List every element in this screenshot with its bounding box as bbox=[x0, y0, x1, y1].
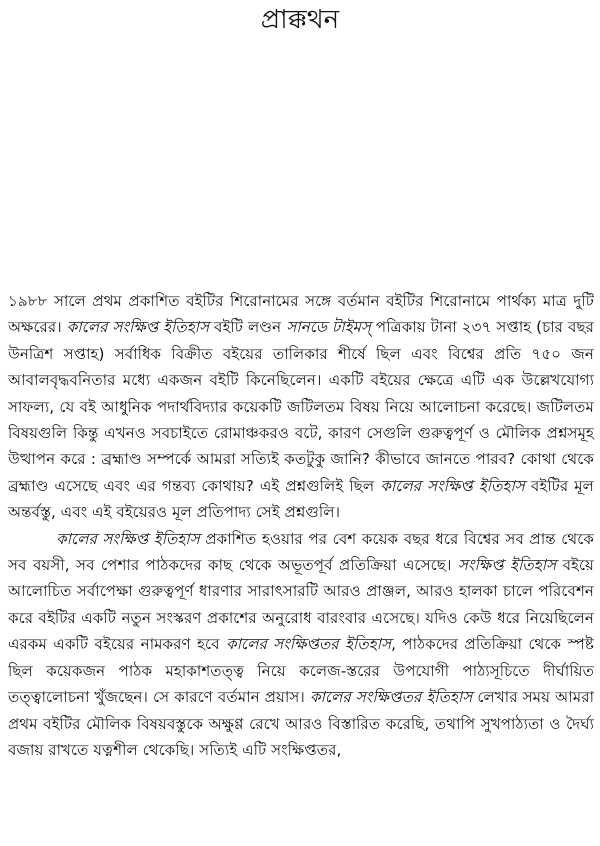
book-title-italic: কালের সংক্ষিপ্ততর ইতিহাস bbox=[309, 688, 473, 707]
text-run: লেখার সময় আমরা প্রথম বইটির মৌলিক বিষয়বস্তুকে অক্ষুণ্ণ রেখে আরও বিস্তারিত করেছি, তথাপি সুখপাঠ্যতা ও দৈর্ঘ্য বজায় রাখতে যত্নশীল থেকেছি। সত্যিই এটি সংক্ষিপ্ততর, bbox=[8, 688, 594, 759]
book-title-italic: কালের সংক্ষিপ্ত ইতিহাস bbox=[66, 318, 210, 337]
text-run: পত্রিকায় টানা ২৩৭ সপ্তাহ (চার বছর উনত্রিশ সপ্তাহ) সর্বাধিক বিক্রীত বইয়ের তালিকার শীর্ষে ছিল এবং বিশ্বের প্রতি ৭৫০ জন আবালবৃদ্ধবনিতার মধ্যে একজন বইটি কিনেছিলেন। একটি বইয়ের ক্ষেত্রে এটি এক উল্লেখযোগ্য সাফল্য, যে বই আধুনিক পদার্থবিদ্যার কয়েকটি জটিলতম বিষয় নিয়ে আলোচনা করেছে। জটিলতম বিষয়গুলি কিন্তু এখনও সবচাইতে রোমাঞ্চকরও বটে, কারণ সেগুলি গুরুত্বপূর্ণ ও মৌলিক প্রশ্নসমূহ উত্থাপন করে : ব্রহ্মাণ্ড সম্পর্কে আমরা সত্যিই কতটুকু জানি? কীভাবে জানতে পারব? কোথা থেকে ব্রহ্মাণ্ড এসেছে এবং এর গন্তব্য কোথায়? এই প্রশ্নগুলিই ছিল bbox=[8, 318, 594, 495]
page-title: প্রাক্কথন bbox=[260, 5, 340, 35]
book-title-italic: কালের সংক্ষিপ্ততর ইতিহাস bbox=[226, 635, 392, 654]
text-run: বইয়ে আলোচিত সর্বাপেক্ষা গুরুত্বপূর্ণ ধারণার সারাৎসারটি আরও প্রাঞ্জল, আরও হালকা চালে পরিবেশন করে বইটির একটি নতুন সংস্করণ প্রকাশের অনুরোধ বারংবার এসেছে। যদিও কেউ ধরে নিয়েছিলেন এরকম একটি বইয়ের নামকরণ হবে bbox=[8, 556, 594, 654]
text-run: , পাঠকদের প্রতিক্রিয়া থেকে স্পষ্ট ছিল কয়েকজন পাঠক মহাকাশতত্ত্ব নিয়ে কলেজ-স্তরের উপযোগী পাঠ্যসূচিতে দীর্ঘায়িত তত্ত্বালোচনা খুঁজছেন। সে কারণে বর্তমান প্রয়াস। bbox=[8, 635, 594, 707]
text-run: বইটি লণ্ডন bbox=[209, 318, 287, 337]
book-title-italic: কালের সংক্ষিপ্ত ইতিহাস bbox=[56, 529, 200, 548]
text-run: ১৯৮৮ সালে প্রথম প্রকাশিত বইটির শিরোনামের সঙ্গে বর্তমান বইটির শিরোনামে পার্থক্য মাত্র দুটি অক্ষরের। bbox=[8, 292, 594, 337]
document-body bbox=[8, 288, 594, 763]
newspaper-title-italic: সানডে টাইমস্‌ bbox=[286, 318, 371, 337]
paragraph-1 bbox=[8, 288, 594, 526]
book-title-italic: সংক্ষিপ্ত ইতিহাস bbox=[457, 556, 557, 575]
text-run: বইটির মূল অন্তর্বস্তু, এবং এই বইয়েরও মূল প্রতিপাদ্য সেই প্রশ্নগুলি। bbox=[8, 476, 594, 522]
book-title-italic: কালের সংক্ষিপ্ত ইতিহাস bbox=[380, 476, 525, 495]
paragraph-2 bbox=[8, 526, 594, 764]
text-run: প্রকাশিত হওয়ার পর বেশ কয়েক বছর ধরে বিশ্বের সব প্রান্ত থেকে সব বয়সী, সব পেশার পাঠকদের কাছ থেকে অভূতপূর্ব প্রতিক্রিয়া এসেছে। bbox=[8, 529, 594, 575]
